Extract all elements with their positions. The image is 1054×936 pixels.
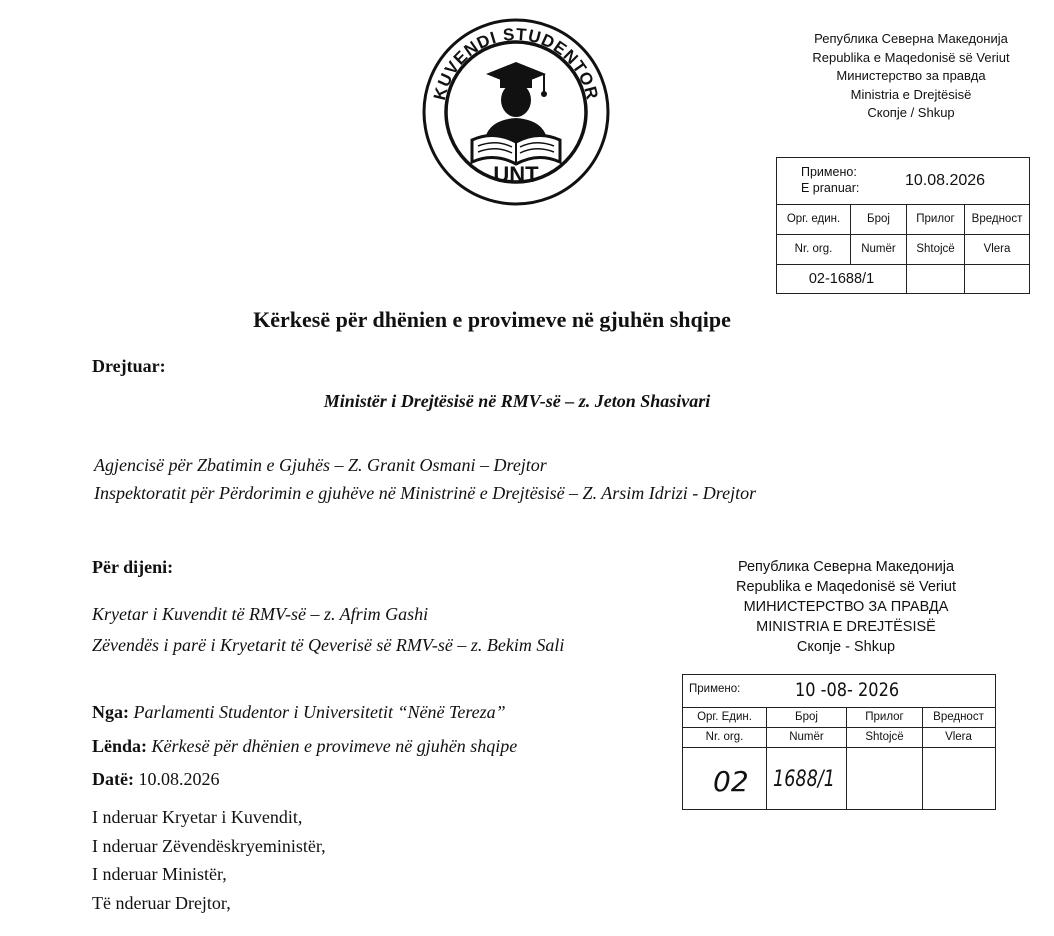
col-number: Numër — [767, 727, 847, 747]
stamp-header-row-mk — [777, 204, 1029, 235]
col-value: Вредност — [933, 711, 984, 723]
number-handwritten: 1688/1 — [773, 767, 835, 792]
col-org: Nr. org. — [683, 727, 767, 747]
stamp-header-row-sq — [683, 727, 995, 748]
received-label: Примено: E pranuar: — [801, 165, 860, 195]
stamp-value-row — [777, 264, 1029, 294]
received-date: 10.08.2026 — [905, 172, 986, 189]
col-number: Број — [851, 204, 907, 234]
col-attachment: Shtojcë — [907, 234, 965, 264]
header-line: МИНИСТЕРСТВО ЗА ПРАВДА — [743, 599, 949, 615]
document-title: Kërkesë për dhënien e provimeve në gjuhën shqipe — [253, 307, 731, 332]
stamp-received-row — [777, 158, 1029, 205]
header-line: Министерство за правда — [836, 68, 986, 83]
subject-line: Lënda: Kërkesë për dhënien e provimeve në gjuhën shqipe — [92, 736, 518, 756]
col-org: Орг. един. — [777, 204, 851, 234]
addressed-primary: Ministër i Drejtësisë në RMV-së – z. Jeton Shasivari — [323, 391, 711, 411]
header-line: Скопје - Shkup — [796, 639, 896, 655]
stamp-received-row — [683, 675, 995, 708]
header-line: Скопје / Shkup — [867, 105, 955, 120]
salutations — [92, 803, 326, 917]
col-org: Nr. org. — [777, 234, 851, 264]
col-org: Орг. Един. — [683, 707, 767, 727]
org-handwritten: 02 — [713, 765, 749, 798]
received-label: Примено: — [689, 683, 741, 695]
addressed-label: Drejtuar: — [92, 356, 166, 376]
from-line: Nga: Parlamenti Studentor i Universitetit “Nënë Tereza” — [92, 702, 506, 722]
number-cell — [767, 747, 847, 809]
header-line: MINISTRIA E DREJTËSISË — [756, 619, 936, 635]
header-line: Република Северна Македонија — [737, 559, 955, 575]
stamp-value-row — [683, 747, 995, 809]
cc-label: Për dijeni: — [92, 557, 174, 577]
attachment-cell — [907, 264, 965, 294]
stamp-header-row-mk — [683, 707, 995, 728]
value-cell — [923, 747, 994, 809]
registry-stamp-printed — [776, 157, 1030, 294]
salutation-line: I nderuar Kryetar i Kuvendit, — [92, 807, 303, 827]
stamp-header-row-sq — [777, 234, 1029, 265]
received-date-handwritten: 10 -08- 2026 — [795, 679, 900, 701]
col-attachment: Прилог — [907, 204, 965, 234]
salutation-line: I nderuar Ministër, — [92, 864, 227, 884]
logo-ring-text: KUVENDI STUDENTOR — [429, 24, 603, 102]
registry-stamp-handwritten — [682, 674, 996, 810]
addressed-line: Agjencisë për Zbatimin e Gjuhës – Z. Granit Osmani – Drejtor — [94, 455, 547, 475]
col-value: Vlera — [945, 731, 972, 743]
header-line: Republika e Maqedonisë së Veriut — [735, 579, 957, 595]
value-cell — [965, 264, 1029, 294]
salutation-line: I nderuar Zëvendëskryeministër, — [92, 835, 326, 856]
addressed-line: Inspektoratit për Përdorimin e gjuhëve në Ministrinë e Drejtësisë – Z. Arsim Idrizi - Drejtor — [94, 483, 757, 503]
header-line: Република Северна Македонија — [814, 31, 1008, 46]
registry-number: 02-1688/1 — [777, 264, 907, 294]
kuvendi-studentor-logo — [422, 16, 610, 208]
col-attachment: Прилог — [847, 707, 923, 727]
col-number: Број — [767, 707, 847, 727]
col-value: Vlera — [983, 243, 1011, 255]
org-cell — [683, 747, 767, 809]
attachment-cell — [847, 747, 923, 809]
cc-line: Zëvendës i parë i Kryetarit të Qeverisë së RMV-së – z. Bekim Sali — [92, 635, 565, 655]
date-line: Datë: 10.08.2026 — [92, 769, 220, 789]
col-attachment: Shtojcë — [847, 727, 923, 747]
ministry-header-top — [780, 30, 1042, 123]
col-value: Вредност — [971, 213, 1023, 225]
logo-bottom-text: UNT — [493, 162, 539, 187]
cc-line: Kryetar i Kuvendit të RMV-së – z. Afrim Gashi — [92, 604, 429, 624]
header-line: Ministria e Drejtësisë — [850, 86, 972, 102]
header-line: Republika e Maqedonisë së Veriut — [812, 49, 1010, 65]
salutation-line: Të nderuar Drejtor, — [92, 892, 231, 913]
col-number: Numër — [851, 234, 907, 264]
ministry-header-stamp — [708, 557, 984, 657]
